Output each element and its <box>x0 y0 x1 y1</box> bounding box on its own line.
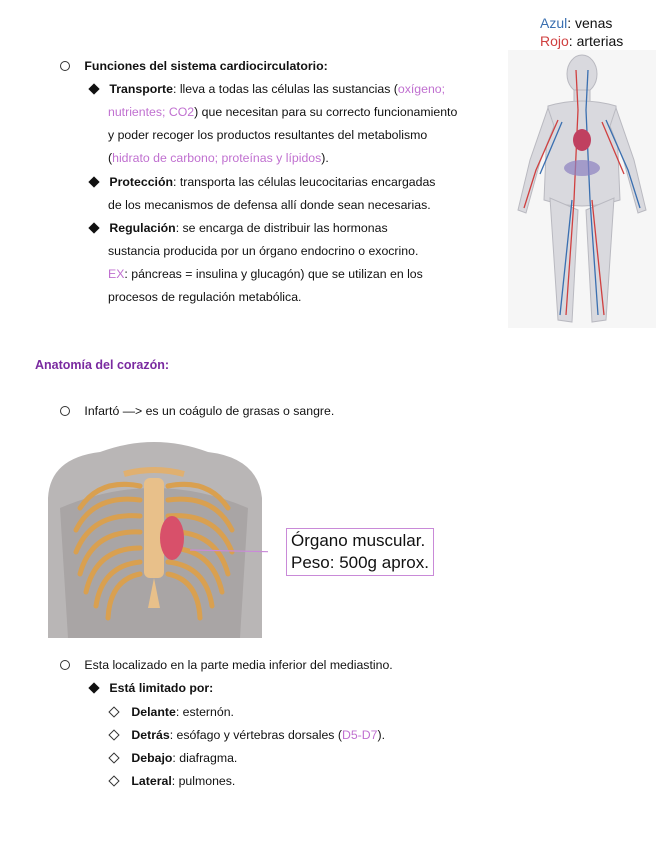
transporte-line4 <box>108 147 329 170</box>
limit-label: Debajo <box>131 751 173 765</box>
legend-blue-word: Azul <box>540 15 568 31</box>
callout-line2: Peso: 500g aprox. <box>291 553 429 572</box>
transporte-text: ) que necesitan para su correcto funcionamiento <box>194 105 458 119</box>
legend-blue-text: : venas <box>567 15 613 31</box>
proteccion-label: Protección <box>109 175 173 189</box>
transporte-label: Transporte <box>109 82 173 96</box>
hollow-diamond-bullet-icon <box>108 775 119 786</box>
heart-icon <box>573 129 591 151</box>
transporte-highlight: oxígeno; <box>397 82 446 96</box>
limit-text: : diafragma. <box>172 751 238 765</box>
transporte-line2 <box>108 101 457 124</box>
proteccion-line2: de los mecanismos de defensa allí donde sean necesarias. <box>108 198 431 212</box>
limit-label: Detrás <box>131 728 170 742</box>
transporte-text: ( <box>108 151 113 165</box>
regulacion-item <box>88 217 388 240</box>
hollow-diamond-bullet-icon <box>108 752 119 763</box>
limit-label: Delante <box>131 705 176 719</box>
circulatory-body-illustration <box>508 50 656 328</box>
legend-red-text: : arterias <box>568 33 624 49</box>
transporte-line3: y poder recoger los productos resultantes del metabolismo <box>108 128 428 142</box>
legend-red-word: Rojo <box>540 33 569 49</box>
regulacion-line2: sustancia producida por un órgano endocrino o exocrino. <box>108 244 419 258</box>
heart-icon <box>160 516 184 560</box>
functions-heading: Funciones del sistema cardiocirculatorio: <box>84 59 328 73</box>
hollow-diamond-bullet-icon <box>108 706 119 717</box>
limit-item-debajo <box>110 747 237 770</box>
infarto-text: Infartó —> es un coágulo de grasas o sangre. <box>84 404 335 418</box>
limitado-row <box>88 677 213 700</box>
regulacion-label: Regulación <box>109 221 176 235</box>
regulacion-line3 <box>108 263 423 286</box>
limit-item-lateral <box>110 770 235 793</box>
transporte-highlight: nutrientes; CO2 <box>108 105 195 119</box>
proteccion-text: : transporta las células leucocitarias encargadas <box>172 175 436 189</box>
transporte-highlight: hidrato de carbono; proteínas y lípidos <box>112 151 322 165</box>
diamond-bullet-icon <box>88 222 99 233</box>
hollow-circle-bullet-icon <box>60 660 70 670</box>
regulacion-highlight: EX <box>108 267 125 281</box>
regulacion-text: : páncreas = insulina y glucagón) que se utilizan en los <box>124 267 423 281</box>
limit-item-delante <box>110 701 234 724</box>
limit-text: : esternón. <box>175 705 234 719</box>
transporte-text: ). <box>321 151 329 165</box>
diamond-bullet-icon <box>88 176 99 187</box>
transporte-text: : lleva a todas las células las sustancias ( <box>172 82 398 96</box>
heart-anatomy-heading: Anatomía del corazón: <box>35 358 170 372</box>
localizado-row <box>60 654 393 677</box>
infarto-row <box>60 400 334 423</box>
hollow-circle-bullet-icon <box>60 61 70 71</box>
limit-text: : esófago y vértebras dorsales ( <box>169 728 342 742</box>
diamond-bullet-icon <box>88 682 99 693</box>
limit-item-detras <box>110 724 385 747</box>
regulacion-text: : se encarga de distribuir las hormonas <box>175 221 388 235</box>
color-legend <box>540 14 623 50</box>
transporte-item <box>88 78 445 101</box>
regulacion-line4: procesos de regulación metabólica. <box>108 290 302 304</box>
functions-heading-row <box>60 55 328 78</box>
limit-highlight: D5-D7 <box>341 728 378 742</box>
limit-text: ). <box>377 728 386 742</box>
limitado-label: Está limitado por: <box>109 681 214 695</box>
localizado-text: Esta localizado en la parte media inferior del mediastino. <box>84 658 393 672</box>
callout-line1: Órgano muscular. <box>291 531 426 550</box>
hollow-circle-bullet-icon <box>60 406 70 416</box>
limit-label: Lateral <box>131 774 172 788</box>
diamond-bullet-icon <box>88 83 99 94</box>
limit-text: : pulmones. <box>171 774 236 788</box>
hollow-diamond-bullet-icon <box>108 729 119 740</box>
proteccion-item <box>88 171 435 194</box>
thorax-illustration <box>40 438 268 638</box>
heart-callout <box>286 528 434 576</box>
